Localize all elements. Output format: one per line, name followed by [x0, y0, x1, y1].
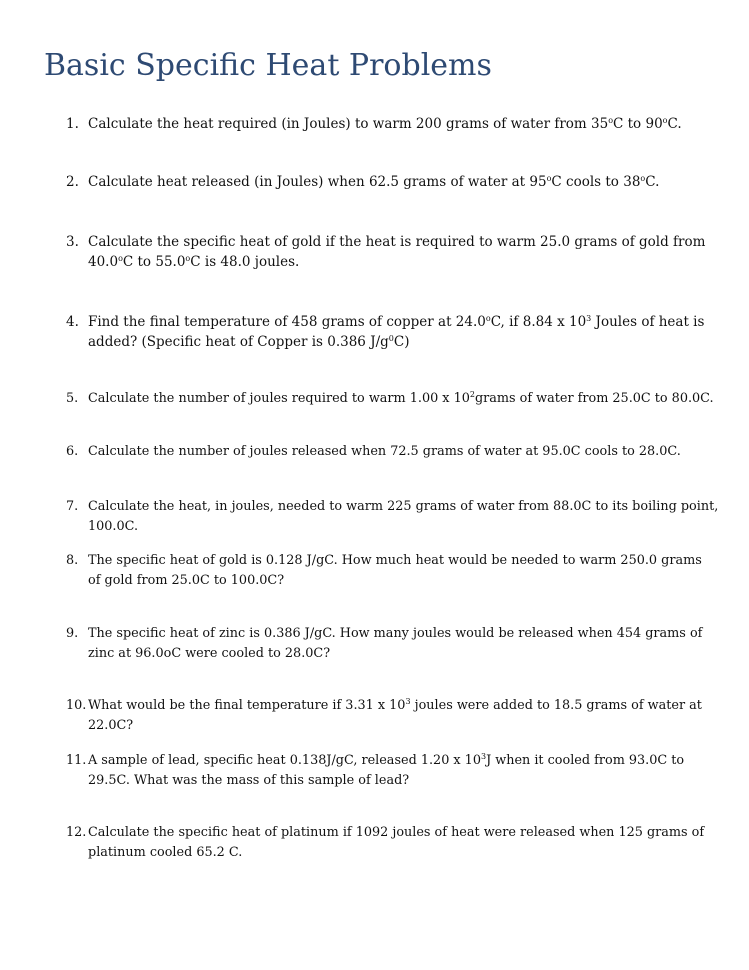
- problem-number: 2.: [66, 174, 79, 190]
- problem-text: Calculate the number of joules required to warm 1.00 x $10^2grams$ of water from 25.0C to 80.0C.: [88, 390, 714, 406]
- problem-number: 5.: [66, 391, 79, 406]
- problem-item: [66, 232, 716, 272]
- problem-item: [66, 172, 716, 192]
- problem-text: The specific heat of zinc is 0.386 J/gC. How many joules would be released when 454 grams of zinc at 96.0oC were cooled to 28.0C?: [88, 626, 703, 661]
- problem-item: [66, 751, 716, 791]
- problem-text: Calculate the heat, in joules, needed to warm 225 grams of water from 88.0C to its boiling point, 100.0C.: [88, 499, 719, 534]
- problem-item: [66, 389, 716, 409]
- problem-item: [66, 823, 716, 863]
- problem-text: Calculate the heat required (in Joules) to warm 200 grams of water from 35$^o$C to 90$^o$C.: [88, 116, 682, 132]
- problem-number: 9.: [66, 626, 79, 641]
- problem-text: The specific heat of gold is 0.128 J/gC. How much heat would be needed to warm 250.0 grams of gold from 25.0C to 100.0C?: [88, 553, 702, 588]
- problem-text: What would be the final temperature if 3.31 x $10^3$ joules were added to 18.5 grams of water at 22.0C?: [88, 697, 702, 733]
- problem-item: [66, 551, 716, 591]
- problem-number: 1.: [66, 116, 79, 132]
- problem-number: 4.: [66, 314, 79, 330]
- problem-text: Calculate the number of joules released when 72.5 grams of water at 95.0C cools to 28.0C.: [88, 444, 681, 459]
- problem-text: Calculate heat released (in Joules) when 62.5 grams of water at 95$^o$C cools to 38$^o$C.: [88, 174, 660, 190]
- problem-text: Calculate the specific heat of gold if the heat is required to warm 25.0 grams of gold from 40.0$^o$C to 55.0$^o$C is 48.0 joules.: [88, 234, 706, 270]
- problem-number: 3.: [66, 234, 79, 250]
- problem-number: 7.: [66, 499, 79, 514]
- page-title: Basic Specific Heat Problems: [44, 48, 492, 83]
- problem-item: [66, 696, 736, 736]
- problem-item: [66, 442, 716, 462]
- problem-text: Find the final temperature of 458 grams of copper at 24.0$^o$C, if 8.84 x $10^3$ Joules of heat is added? (Specific heat of Copper is 0.386 $J/g^0C$): [88, 314, 705, 350]
- problem-item: [66, 114, 716, 134]
- problem-number: 11.: [66, 753, 87, 768]
- problem-text: A sample of lead, specific heat 0.138J/gC, released 1.20 x $10^3J$ when it cooled from 93.0C to 29.5C. What was the mass of this sample of lead?: [88, 752, 685, 788]
- problem-item: [66, 624, 716, 664]
- problem-item: [66, 497, 736, 537]
- problem-number: 6.: [66, 444, 79, 459]
- problem-number: 12.: [66, 825, 87, 840]
- problem-item: [66, 312, 716, 352]
- problem-number: 10.: [66, 698, 87, 713]
- problem-text: Calculate the specific heat of platinum if 1092 joules of heat were released when 125 grams of platinum cooled 65.2 C.: [88, 825, 705, 860]
- problem-number: 8.: [66, 553, 79, 568]
